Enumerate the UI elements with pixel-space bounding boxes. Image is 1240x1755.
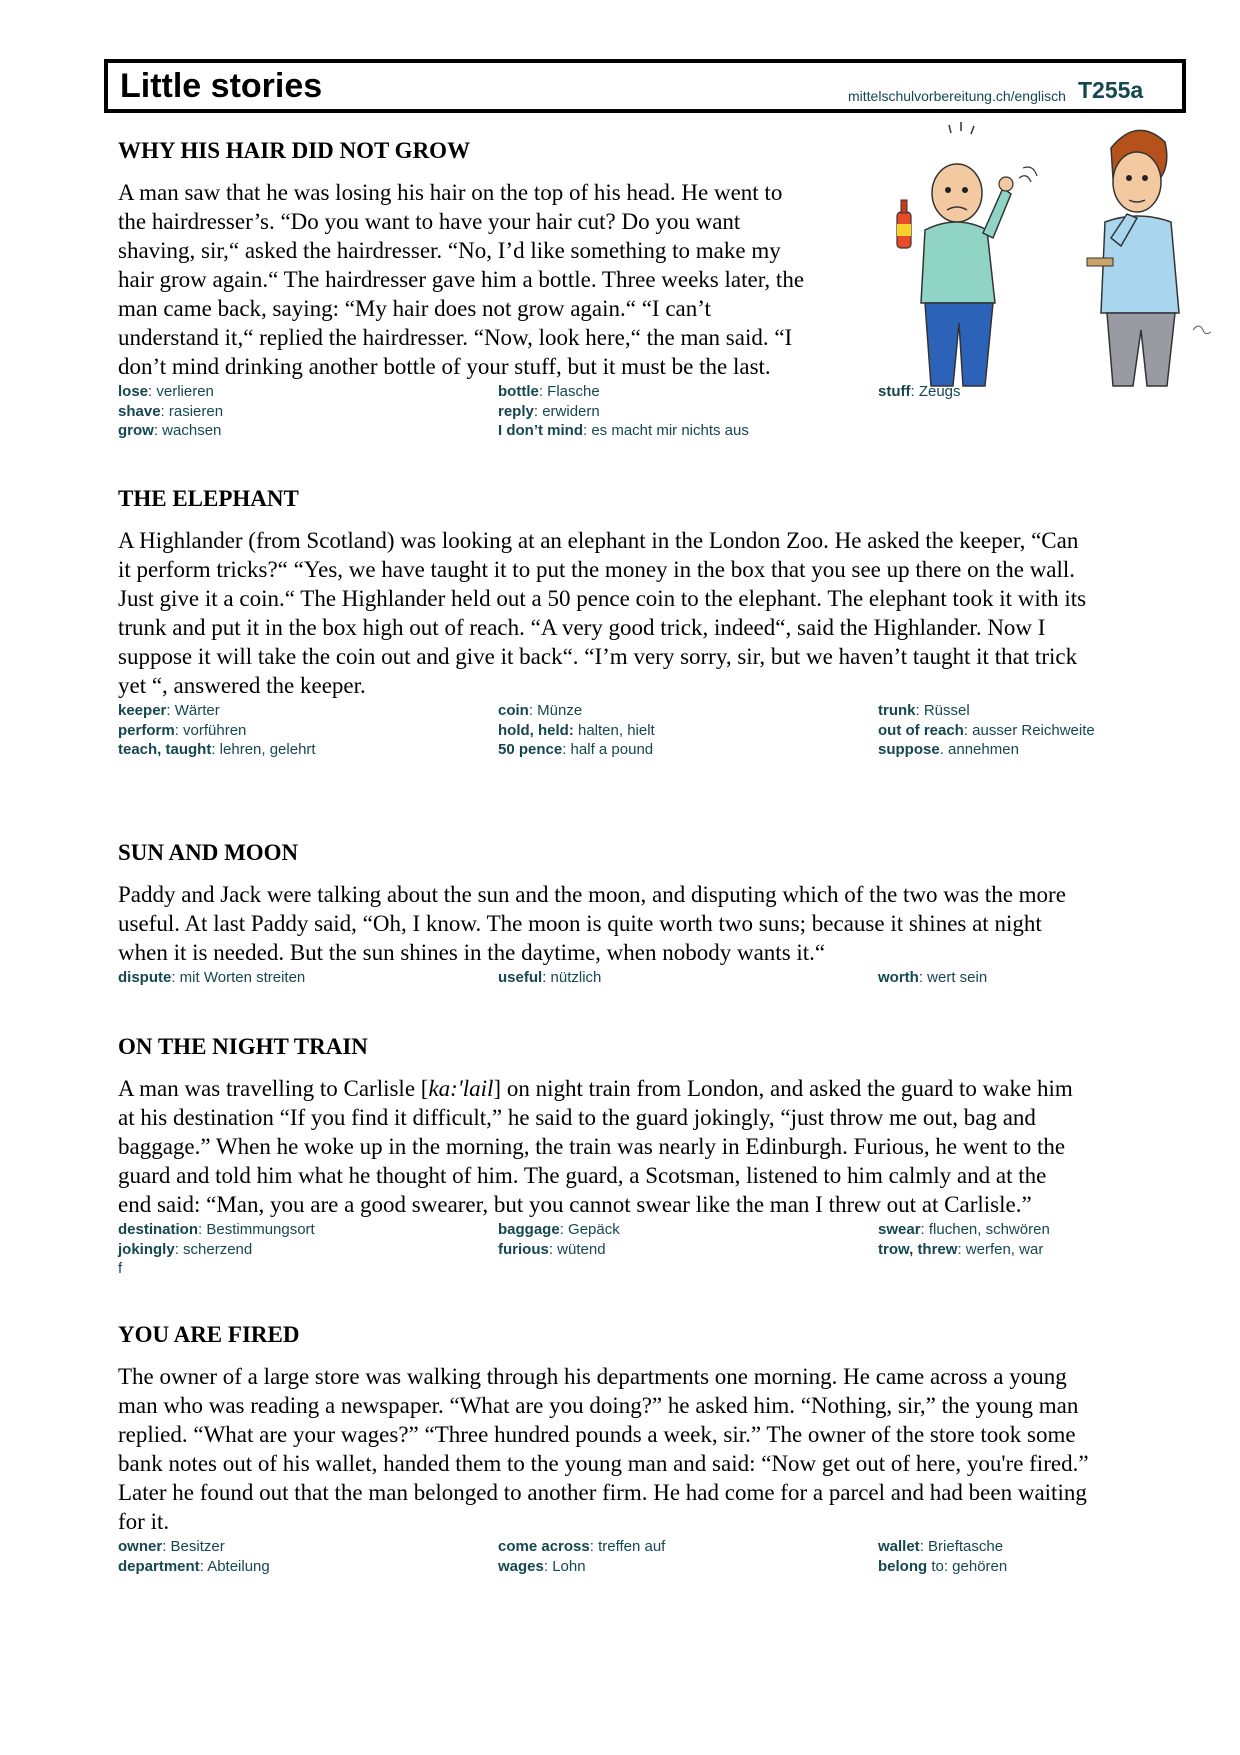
vocab-item: destination: Bestimmungsort bbox=[118, 1221, 315, 1238]
story-title: WHY HIS HAIR DID NOT GROW bbox=[118, 138, 471, 163]
vocab-item: reply: erwidern bbox=[498, 402, 600, 420]
illustration-men bbox=[875, 118, 1225, 388]
vocabulary-list bbox=[118, 701, 1228, 760]
story-text: A man was travelling to Carlisle [ka:'lail] on night train from London, and asked the guard to wake him at his destination “If you find it difficult,” he said to the guard jokingly, “just throw me out, bag and baggage.” When he woke up in the morning, the train was nearly in Edinburgh. Furious, he went to the guard and told him what he thought of him. The guard, a Scotsman, listened to him calmly and at the end said: “Man, you are a good swearer, but you cannot swear like the man I threw out at Carlisle.” bbox=[118, 1076, 1073, 1217]
vocab-item: dispute: mit Worten streiten bbox=[118, 969, 306, 986]
vocab-item: worth: wert sein bbox=[878, 969, 988, 986]
vocab-item: wages: Lohn bbox=[498, 1557, 586, 1575]
vocab-item: useful: nützlich bbox=[498, 969, 602, 986]
vocab-column bbox=[498, 701, 878, 760]
vocab-item: jokingly: scherzend bbox=[118, 1240, 253, 1258]
vocab-item: shave: rasieren bbox=[118, 402, 224, 420]
vocab-column bbox=[498, 382, 878, 441]
vocab-item: 50 pence: half a pound bbox=[498, 741, 654, 758]
story-night-train bbox=[118, 1034, 1228, 1279]
vocab-item: f bbox=[118, 1260, 123, 1277]
vocab-item: suppose. annehmen bbox=[878, 741, 1019, 758]
story-text: A man saw that he was losing his hair on the top of his head. He went to the hairdresser’s. “Do you want to have your hair cut? Do you want shaving, sir,“ asked the hairdresser. “No, I’d like something to make my hair grow again.“ The hairdresser gave him a bottle. Three weeks later, the man came back, saying: “My hair does not grow again.“ “I can’t understand it,“ replied the hairdresser. “Now, look here,“ the man said. “I don’t mind drinking another bottle of your stuff, but it must be the last. bbox=[118, 180, 805, 379]
vocab-column bbox=[878, 701, 1178, 760]
phonetic-transcription: ka:'lail bbox=[428, 1076, 494, 1101]
vocab-item: belong to: gehören bbox=[878, 1557, 1008, 1575]
story-fired bbox=[118, 1322, 1228, 1576]
vocab-item: swear: fluchen, schwören bbox=[878, 1221, 1050, 1238]
vocab-column bbox=[498, 968, 878, 988]
story-title: SUN AND MOON bbox=[118, 840, 299, 865]
vocab-column bbox=[878, 968, 1178, 988]
story-title: ON THE NIGHT TRAIN bbox=[118, 1034, 368, 1059]
vocab-item: teach, taught: lehren, gelehrt bbox=[118, 741, 316, 758]
vocab-column bbox=[118, 968, 498, 988]
worksheet-code: T255a bbox=[1078, 77, 1144, 103]
vocab-item: furious: wütend bbox=[498, 1240, 606, 1258]
vocabulary-list bbox=[118, 1537, 1228, 1576]
vocab-item: grow: wachsen bbox=[118, 422, 222, 439]
story-sun-moon bbox=[118, 840, 1228, 988]
story-elephant bbox=[118, 486, 1228, 760]
vocab-item: stuff: Zeugs bbox=[878, 383, 961, 400]
story-hair bbox=[118, 138, 961, 441]
vocab-item: out of reach: ausser Reichweite bbox=[878, 721, 1095, 739]
vocab-item: bottle: Flasche bbox=[498, 383, 600, 400]
vocab-item: wallet: Brieftasche bbox=[878, 1538, 1004, 1555]
vocab-column bbox=[118, 1537, 498, 1576]
vocab-column bbox=[118, 1220, 498, 1279]
vocab-item: I don’t mind: es macht mir nichts aus bbox=[498, 422, 749, 439]
vocabulary-list bbox=[118, 968, 1228, 988]
thinking-man-illustration bbox=[1087, 130, 1211, 386]
vocab-column bbox=[118, 382, 498, 441]
vocab-item: perform: vorführen bbox=[118, 721, 247, 739]
vocab-item: trow, threw: werfen, war bbox=[878, 1240, 1044, 1258]
vocabulary-list bbox=[118, 1220, 1228, 1279]
story-text: Paddy and Jack were talking about the sun and the moon, and disputing which of the two was the more useful. At last Paddy said, “Oh, I know. The moon is quite worth two suns; because it shines at night when it is needed. But the sun shines in the daytime, when nobody wants it.“ bbox=[118, 882, 1066, 965]
story-text: A Highlander (from Scotland) was looking at an elephant in the London Zoo. He asked the keeper, “Can it perform tricks?“ “Yes, we have taught it to put the money in the box that you see up there on the wall. Just give it a coin.“ The Highlander held out a 50 pence coin to the elephant. The elephant took it with its trunk and put it in the box high out of reach. “A very good trick, indeed“, said the Highlander. Now I suppose it will take the coin out and give it back“. “I’m very sorry, sir, but we haven’t taught it that trick yet “, answered the keeper. bbox=[118, 528, 1087, 698]
vocab-item: department: Abteilung bbox=[118, 1557, 270, 1575]
page-header bbox=[104, 59, 1186, 113]
vocabulary-list bbox=[118, 382, 961, 441]
vocab-column bbox=[498, 1537, 878, 1576]
story-title: THE ELEPHANT bbox=[118, 486, 299, 511]
vocab-item: owner: Besitzer bbox=[118, 1538, 225, 1555]
vocab-column bbox=[878, 382, 1178, 441]
vocab-column bbox=[498, 1220, 878, 1279]
story-title: YOU ARE FIRED bbox=[118, 1322, 300, 1347]
bald-man-illustration bbox=[897, 122, 1037, 386]
vocab-item: hold, held: halten, hielt bbox=[498, 721, 655, 739]
vocab-item: coin: Münze bbox=[498, 702, 583, 719]
vocab-column bbox=[118, 701, 498, 760]
page-title: Little stories bbox=[120, 67, 323, 105]
story-text: The owner of a large store was walking through his departments one morning. He came across a young man who was reading a newspaper. “What are you doing?” he asked him. “Nothing, sir,” the young man replied. “What are your wages?” “Three hundred pounds a week, sir.” The owner of the store took some bank notes out of his wallet, handed them to the young man and said: “Now get out of here, you're fired.” Later he found out that the man belonged to another firm. He had come for a parcel and had been waiting for it. bbox=[118, 1364, 1089, 1534]
vocab-column bbox=[878, 1537, 1178, 1576]
vocab-item: lose: verlieren bbox=[118, 383, 214, 400]
vocab-column bbox=[878, 1220, 1178, 1279]
vocab-item: trunk: Rüssel bbox=[878, 702, 970, 719]
vocab-item: baggage: Gepäck bbox=[498, 1221, 620, 1238]
vocab-item: keeper: Wärter bbox=[118, 702, 220, 719]
vocab-item: come across: treffen auf bbox=[498, 1538, 666, 1555]
site-url: mittelschulvorbereitung.ch/englisch bbox=[848, 88, 1066, 104]
